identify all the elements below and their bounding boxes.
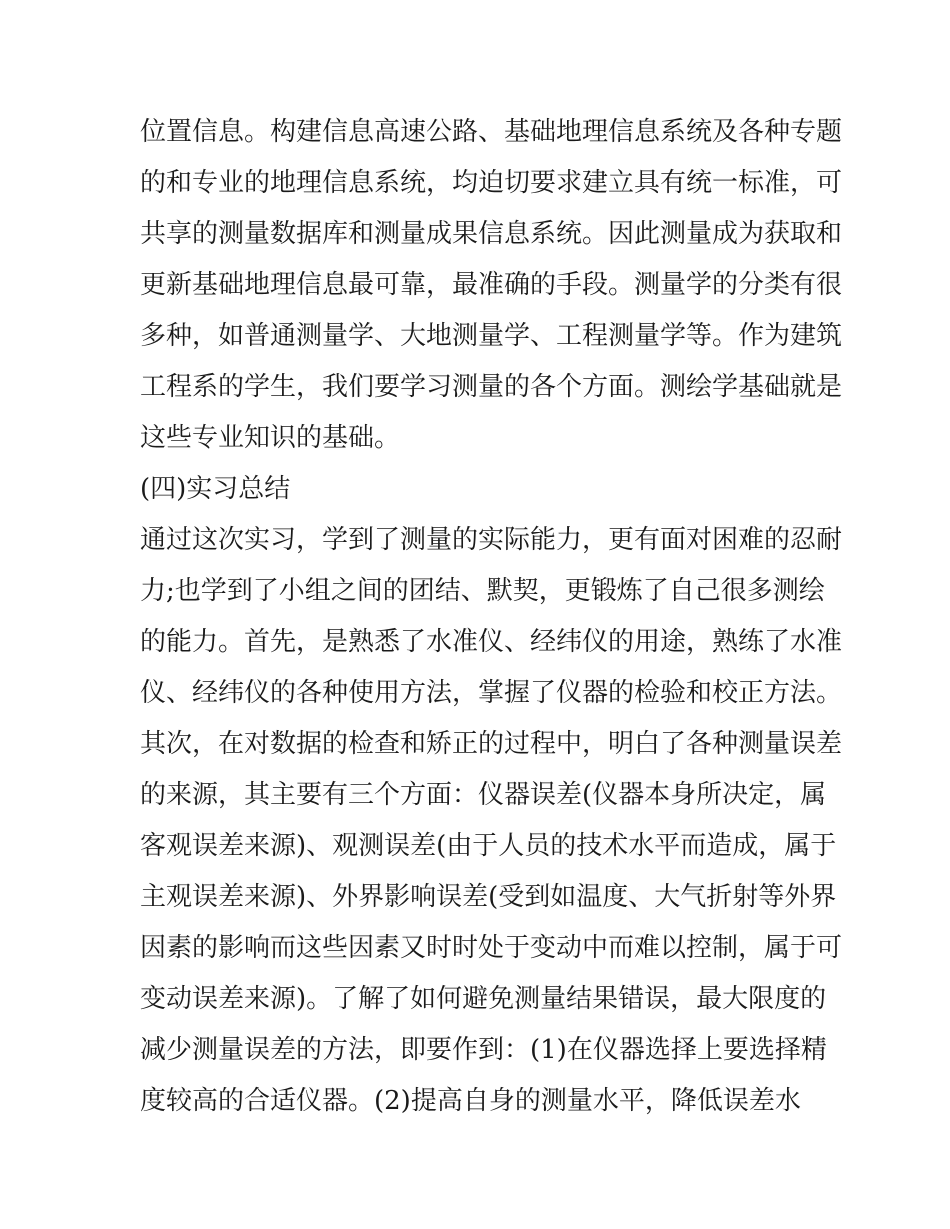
body-text xyxy=(140,107,843,1127)
text-line: 减少测量误差的方法，即要作到：(1)在仪器选择上要选择精 xyxy=(140,1035,827,1065)
text-line: 客观误差来源)、观测误差(由于人员的技术水平而造成，属于 xyxy=(140,831,837,861)
text-line: 仪、经纬仪的各种使用方法，掌握了仪器的检验和校正方法。 xyxy=(140,678,843,708)
text-line: 其次，在对数据的检查和矫正的过程中，明白了各种测量误差 xyxy=(140,729,843,759)
text-line: 的和专业的地理信息系统，均迫切要求建立具有统一标准，可 xyxy=(140,168,843,198)
text-line: 更新基础地理信息最可靠，最准确的手段。测量学的分类有很 xyxy=(140,270,843,300)
section-heading: (四)实习总结 xyxy=(140,474,291,504)
text-line: 通过这次实习，学到了测量的实际能力，更有面对困难的忍耐 xyxy=(140,525,843,555)
text-line: 度较高的合适仪器。(2)提高自身的测量水平，降低误差水 xyxy=(140,1086,801,1116)
text-line: 共享的测量数据库和测量成果信息系统。因此测量成为获取和 xyxy=(140,219,843,249)
text-line: 位置信息。构建信息高速公路、基础地理信息系统及各种专题 xyxy=(140,117,843,147)
text-line: 的能力。首先，是熟悉了水准仪、经纬仪的用途，熟练了水准 xyxy=(140,627,843,657)
text-line: 变动误差来源)。了解了如何避免测量结果错误，最大限度的 xyxy=(140,984,827,1014)
text-line: 力;也学到了小组之间的团结、默契，更锻炼了自己很多测绘 xyxy=(140,576,825,606)
text-line: 的来源，其主要有三个方面：仪器误差(仪器本身所决定，属 xyxy=(140,780,827,810)
text-line: 多种，如普通测量学、大地测量学、工程测量学等。作为建筑 xyxy=(140,321,843,351)
text-line: 主观误差来源)、外界影响误差(受到如温度、大气折射等外界 xyxy=(140,882,837,912)
text-line: 这些专业知识的基础。 xyxy=(140,423,401,453)
text-line: 工程系的学生，我们要学习测量的各个方面。测绘学基础就是 xyxy=(140,372,843,402)
text-line: 因素的影响而这些因素又时时处于变动中而难以控制，属于可 xyxy=(140,933,843,963)
